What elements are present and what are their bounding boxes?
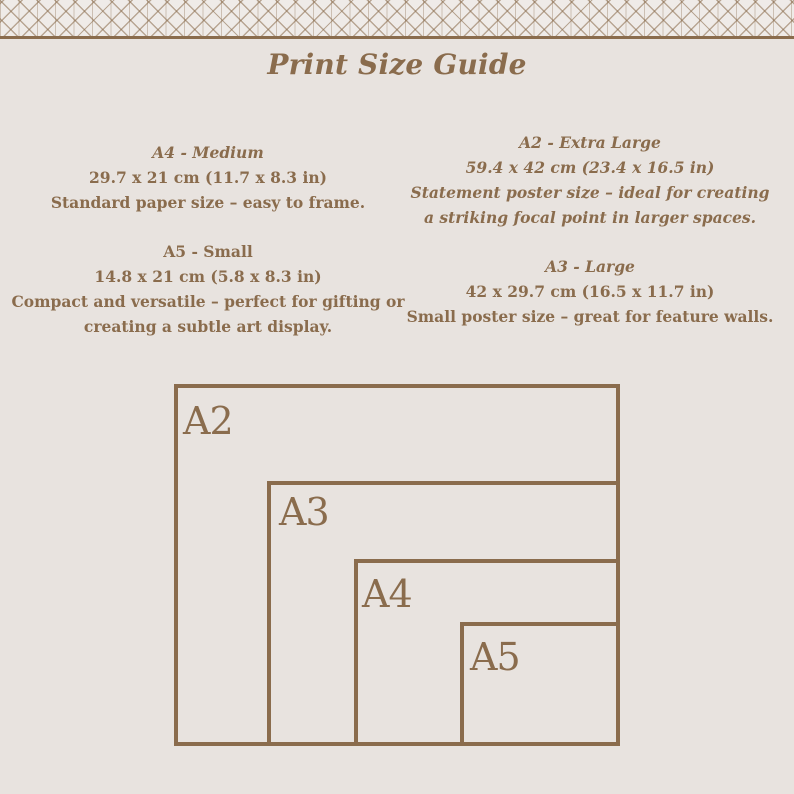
- size-box-label: A3: [279, 490, 329, 534]
- size-dimensions: 14.8 x 21 cm (5.8 x 8.3 in): [94, 267, 322, 286]
- size-dimensions: 29.7 x 21 cm (11.7 x 8.3 in): [89, 168, 327, 187]
- size-box-label: A5: [470, 635, 520, 679]
- size-description: Compact and versatile – perfect for gifting or: [11, 292, 405, 311]
- page-title: Print Size Guide: [267, 48, 527, 81]
- size-name: A2 - Extra Large: [519, 133, 661, 152]
- size-name: A5 - Small: [163, 242, 253, 261]
- size-box-label: A2: [183, 399, 233, 443]
- size-info-a2: [390, 130, 790, 230]
- size-description: Small poster size – great for feature walls.: [406, 307, 774, 326]
- size-description: creating a subtle art display.: [83, 317, 333, 336]
- size-info-a5: [8, 239, 408, 339]
- size-dimensions: 59.4 x 42 cm (23.4 x 16.5 in): [465, 158, 715, 177]
- size-description: Standard paper size – easy to frame.: [50, 193, 366, 212]
- pattern-divider: [0, 36, 794, 39]
- size-info-a3: [390, 254, 790, 329]
- size-description: Statement poster size – ideal for creating: [410, 183, 770, 202]
- size-name: A3 - Large: [545, 257, 635, 276]
- size-description: a striking focal point in larger spaces.: [423, 208, 757, 227]
- decorative-pattern-band: [0, 0, 794, 38]
- size-box-a5: [460, 622, 620, 746]
- size-dimensions: 42 x 29.7 cm (16.5 x 11.7 in): [465, 282, 715, 301]
- size-info-a4: [8, 140, 408, 215]
- size-name: A4 - Medium: [152, 143, 264, 162]
- size-box-label: A4: [362, 572, 412, 616]
